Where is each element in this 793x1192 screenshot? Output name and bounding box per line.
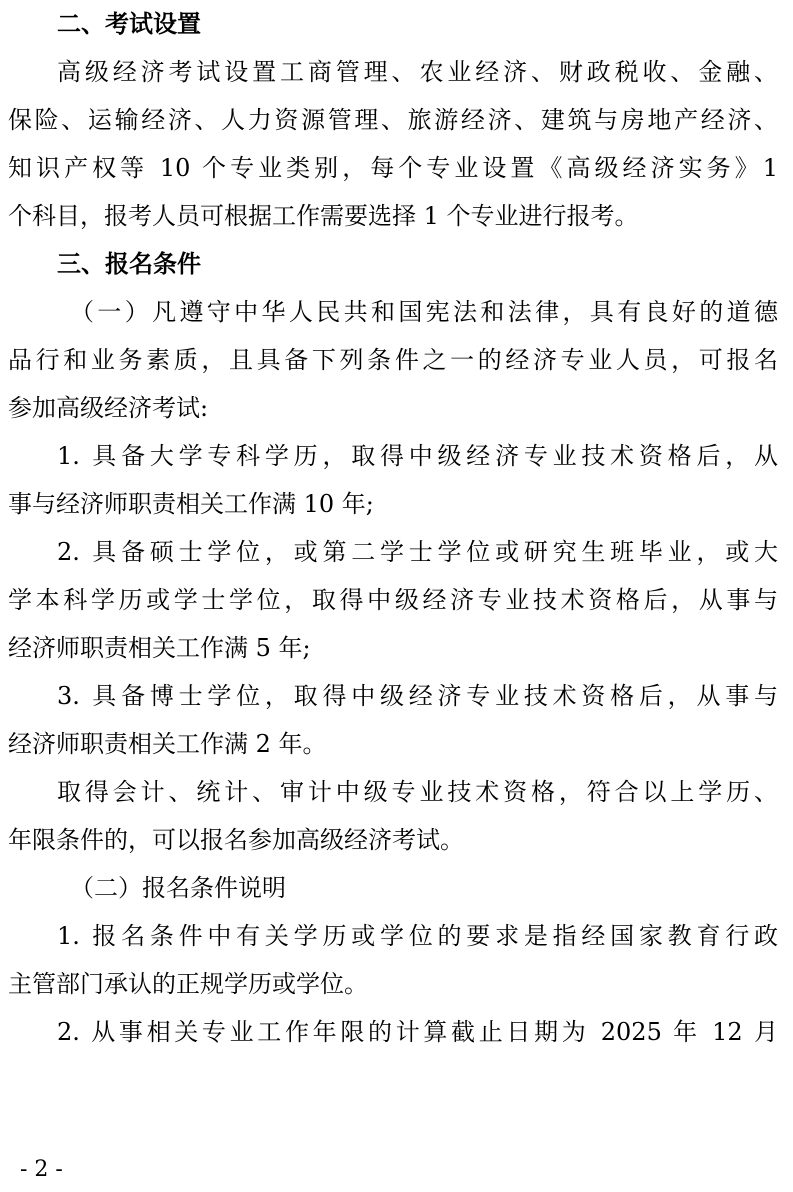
paragraph-line: 年限条件的，可以报名参加高级经济考试。 bbox=[8, 826, 464, 854]
list-item-line: 经济师职责相关工作满 5 年; bbox=[8, 634, 311, 662]
section-heading-exam-setup: 二、考试设置 bbox=[57, 10, 201, 38]
list-item-line: 主管部门承认的正规学历或学位。 bbox=[8, 970, 368, 998]
paragraph-line: 高级经济考试设置工商管理、农业经济、财政税收、金融、 bbox=[57, 58, 778, 86]
section-heading-requirements: 三、报名条件 bbox=[57, 250, 201, 278]
list-item-line: 2. 具备硕士学位，或第二学士学位或研究生班毕业，或大 bbox=[57, 538, 778, 566]
list-item-line: 1. 报名条件中有关学历或学位的要求是指经国家教育行政 bbox=[57, 922, 778, 950]
paragraph-line: （一）凡遵守中华人民共和国宪法和法律，具有良好的道德 bbox=[70, 298, 778, 326]
paragraph-line: 品行和业务素质，且具备下列条件之一的经济专业人员，可报名 bbox=[8, 346, 778, 374]
list-item-line: 2. 从事相关专业工作年限的计算截止日期为 2025 年 12 月 bbox=[57, 1018, 778, 1046]
list-item-line: 经济师职责相关工作满 2 年。 bbox=[8, 730, 327, 758]
list-item-line: 3. 具备博士学位，取得中级经济专业技术资格后，从事与 bbox=[57, 682, 778, 710]
list-item-line: 事与经济师职责相关工作满 10 年; bbox=[8, 490, 374, 518]
list-item-line: 1. 具备大学专科学历，取得中级经济专业技术资格后，从 bbox=[57, 442, 778, 470]
paragraph-line: 参加高级经济考试: bbox=[8, 394, 209, 422]
paragraph-line: 知识产权等 10 个专业类别，每个专业设置《高级经济实务》1 bbox=[8, 154, 778, 182]
paragraph-line: 保险、运输经济、人力资源管理、旅游经济、建筑与房地产经济、 bbox=[8, 106, 778, 134]
paragraph-line: 个科目，报考人员可根据工作需要选择 1 个专业进行报考。 bbox=[8, 202, 639, 230]
subsection-heading: （二）报名条件说明 bbox=[70, 874, 286, 902]
page-number: - 2 - bbox=[20, 1157, 63, 1182]
paragraph-line: 取得会计、统计、审计中级专业技术资格，符合以上学历、 bbox=[57, 778, 778, 806]
list-item-line: 学本科学历或学士学位，取得中级经济专业技术资格后，从事与 bbox=[8, 586, 778, 614]
document-body bbox=[8, 0, 778, 1056]
